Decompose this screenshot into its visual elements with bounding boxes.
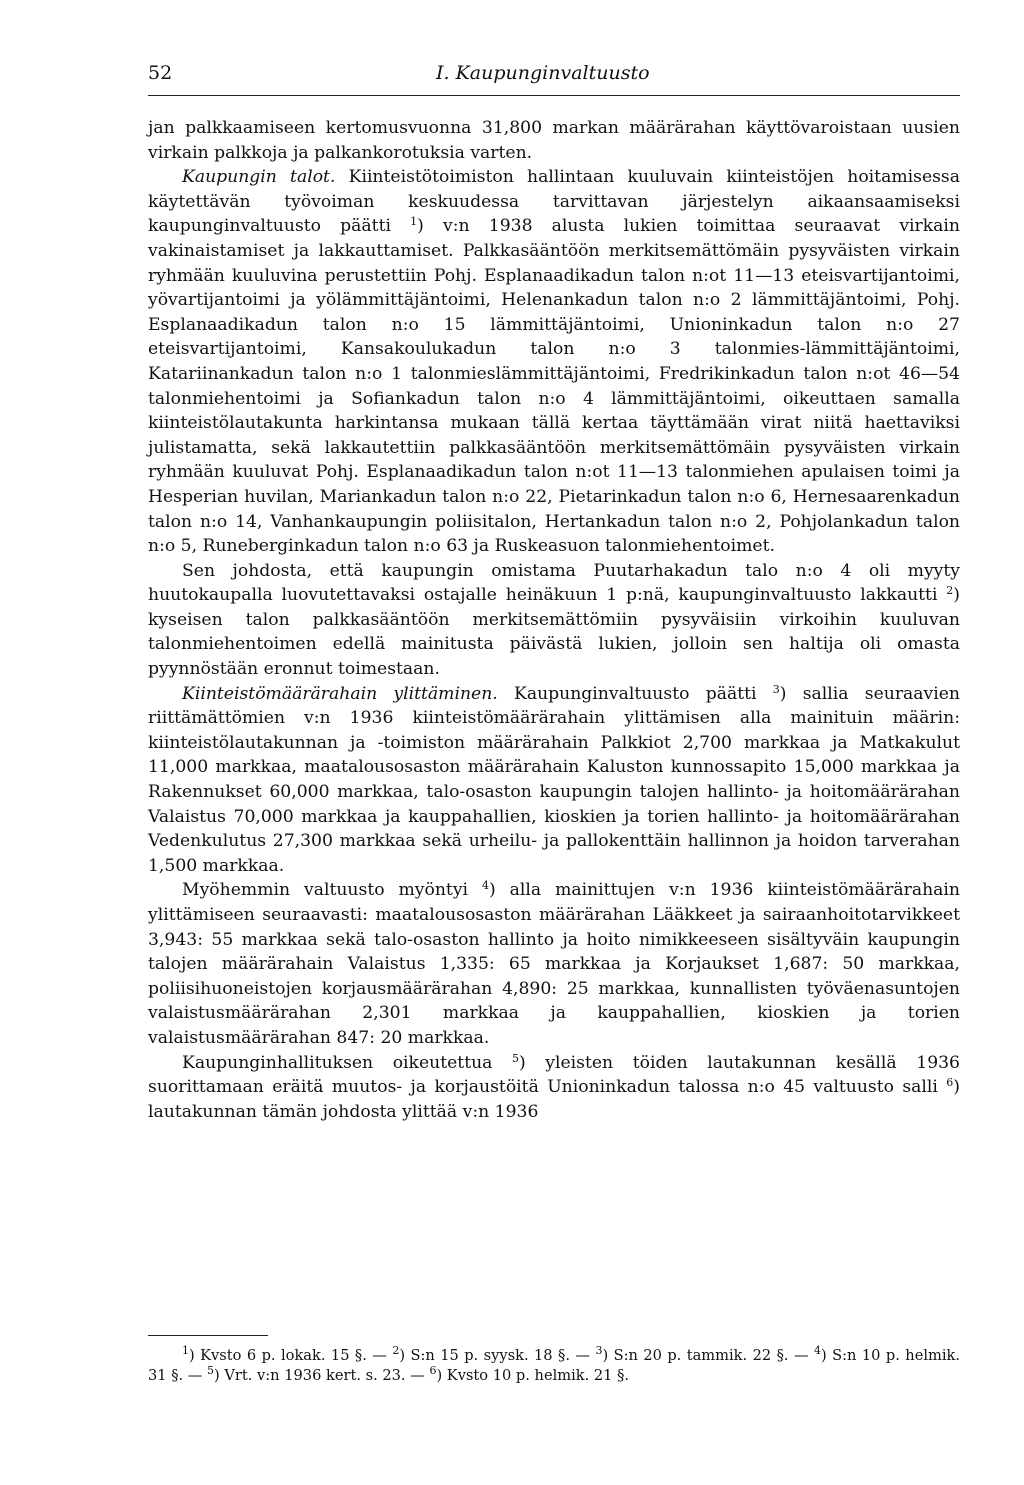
footnote-3-number: 3 xyxy=(595,1344,603,1357)
footnote-ref-3[interactable]: 3 xyxy=(772,682,780,696)
footnote-6-number: 6 xyxy=(429,1364,437,1377)
footnote-ref-1[interactable]: 1 xyxy=(410,215,418,229)
paragraph-1: jan palkkaamiseen kertomusvuonna 31,800 markan määrärahan käyttövaroistaan uusien virkain palkkoja ja palkankorotuksia varten. xyxy=(148,118,960,163)
footnote-5-number: 5 xyxy=(207,1364,215,1377)
paragraph-kaupungin-talot: Kaupungin talot. Kiinteistötoimiston hallintaan kuuluvain kiinteistöjen hoitamisessa käytettävän työvoiman keskuudessa tarvittavan järjestelyn aikaansaamiseksi kaupunginvaltuusto päätti $^1$) v:n 1938 alusta lukien toimittaa seuraavat virkain vakinaistamiset ja lakkauttamiset. Palkkasääntöön merkitsemättömäin pysyväisten virkain ryhmään kuuluvina perustettiin Pohj. Esplanaadikadun talon n:ot 11—13 eteisvartijantoimi, yövartijantoimi ja yölämmittäjäntoimi, Helenankadun talon n:o 2 lämmittäjäntoimi, Pohj. Esplanaadikadun talon n:o 15 lämmittäjäntoimi, Unioninkadun talon n:o 27 eteisvartijantoimi, Kansakoulukadun talon n:o 3 talonmies-lämmittäjäntoimi, Katariinankadun talon n:o 1 talonmieslämmittäjäntoimi, Fredrikinkadun talon n:ot 46—54 talonmiehentoimi ja Sofiankadun talon n:o 4 lämmittäjäntoimi, oikeuttaen samalla kiinteistölautakunta harkintansa mukaan tällä kertaa täyttämään virat niitä haettaviksi julistamatta, sekä lakkautettiin palkkasääntöön merkitsemättömäin pysyväisten virkain ryhmään kuuluvat Pohj. Esplanaadikadun talon n:ot 11—13 talonmiehen apulaisen toimi ja Hesperian huvilan, Mariankadun talon n:o 22, Pietarinkadun talon n:o 6, Hernesaarenkadun talon n:o 14, Vanhankaupungin poliisitalon, Hertankadun talon n:o 2, Pohjolankadun talon n:o 5, Runeberginkadun talon n:o 63 ja Ruskeasuon talonmiehentoimet. xyxy=(148,167,960,557)
section-heading-kaupungin-talot: Kaupungin talot. xyxy=(182,167,336,188)
page-header xyxy=(148,62,960,88)
footnote-3: ) S:n 20 p. tammik. 22 §. — xyxy=(602,1347,814,1364)
footnote-ref-6[interactable]: 6 xyxy=(946,1076,954,1090)
footnote-ref-5[interactable]: 5 xyxy=(512,1051,519,1065)
footnote-1-number: 1 xyxy=(182,1344,189,1357)
footnote-1: ) Kvsto 6 p. lokak. 15 §. — xyxy=(189,1347,393,1364)
section-heading-kiinteistomaararahat: Kiinteistömäärärahain ylittäminen. xyxy=(182,683,498,704)
paragraph-kiinteistomaararahat: Kiinteistömäärärahain ylittäminen. Kaupunginvaltuusto päätti $^3$) sallia seuraavien riittämättömien v:n 1936 kiinteistömäärärahain ylittämisen alla mainituin määrin: kiinteistölautakunnan ja -toimiston määrärahain Palkkiot 2,700 markkaa ja Matkakulut 11,000 markkaa, maatalousosaston määrärahain Kaluston kunnossapito 15,000 markkaa ja Rakennukset 60,000 markkaa, talo-osaston kaupungin talojen hallinto- ja hoitomäärärahan Valaistus 70,000 markkaa ja kauppahallien, kioskien ja torien hallinto- ja hoitomäärärahan Vedenkulutus 27,300 markkaa sekä urheilu- ja pallokenttäin hallinnon ja hoidon tarverahan 1,500 markkaa. xyxy=(148,682,961,876)
footnote-4: ) S:n 10 p. helmik. 31 §. — xyxy=(148,1347,960,1384)
footnote-4-number: 4 xyxy=(814,1344,821,1357)
footnotes xyxy=(148,1346,960,1386)
paragraph-kaupunginhallitus: Kaupunginhallituksen oikeutettua $^5$) yleisten töiden lautakunnan kesällä 1936 suorittamaan eräitä muutos- ja korjaustöitä Unioninkadun talossa n:o 45 valtuusto salli $^6$) lautakunnan tämän johdosta ylittää v:n 1936 xyxy=(148,1051,960,1122)
running-head: I. Kaupunginvaltuusto xyxy=(436,62,650,84)
footnote-list xyxy=(148,1346,960,1386)
page-number: 52 xyxy=(148,62,173,84)
body-text xyxy=(148,116,960,1124)
footnote-rule xyxy=(148,1335,268,1336)
paragraph-puutarhakatu: Sen johdosta, että kaupungin omistama Puutarhakadun talo n:o 4 oli myyty huutokaupalla luovutettavaksi ostajalle heinäkuun 1 p:nä, kaupunginvaltuusto lakkautti $^2$) kyseisen talon palkkasääntöön merkitsemättömiin pysyväisiin virkoihin kuuluvan talonmiehentoimen edellä mainitusta päivästä lukien, jolloin sen haltija oli omasta pyynnöstään eronnut toimestaan. xyxy=(148,560,960,680)
footnote-ref-4[interactable]: 4 xyxy=(482,879,489,893)
footnote-6: ) Kvsto 10 p. helmik. 21 §. xyxy=(436,1367,630,1384)
footnote-ref-2[interactable]: 2 xyxy=(946,584,954,598)
footnote-2: ) S:n 15 p. syysk. 18 §. — xyxy=(399,1347,596,1364)
footnote-2-number: 2 xyxy=(392,1344,400,1357)
paragraph-myohemmin: Myöhemmin valtuusto myöntyi $^4$) alla mainittujen v:n 1936 kiinteistömäärärahain ylittämiseen seuraavasti: maatalousosaston määrärahan Lääkkeet ja sairaanhoitotarvikkeet 3,943: 55 markkaa sekä talo-osaston hallinto ja hoito nimikkeeseen sisältyväin kaupungin talojen määrärahain Valaistus 1,335: 65 markkaa ja Korjaukset 1,687: 50 markkaa, poliisihuoneistojen korjausmäärärahan 4,890: 25 markkaa, kunnallisten työväenasuntojen valaistusmäärärahan 2,301 markkaa ja kauppahallien, kioskien ja torien valaistusmäärärahan 847: 20 markkaa. xyxy=(148,879,960,1048)
footnote-5: ) Vrt. v:n 1936 kert. s. 23. — xyxy=(214,1367,430,1384)
header-rule xyxy=(148,95,960,96)
